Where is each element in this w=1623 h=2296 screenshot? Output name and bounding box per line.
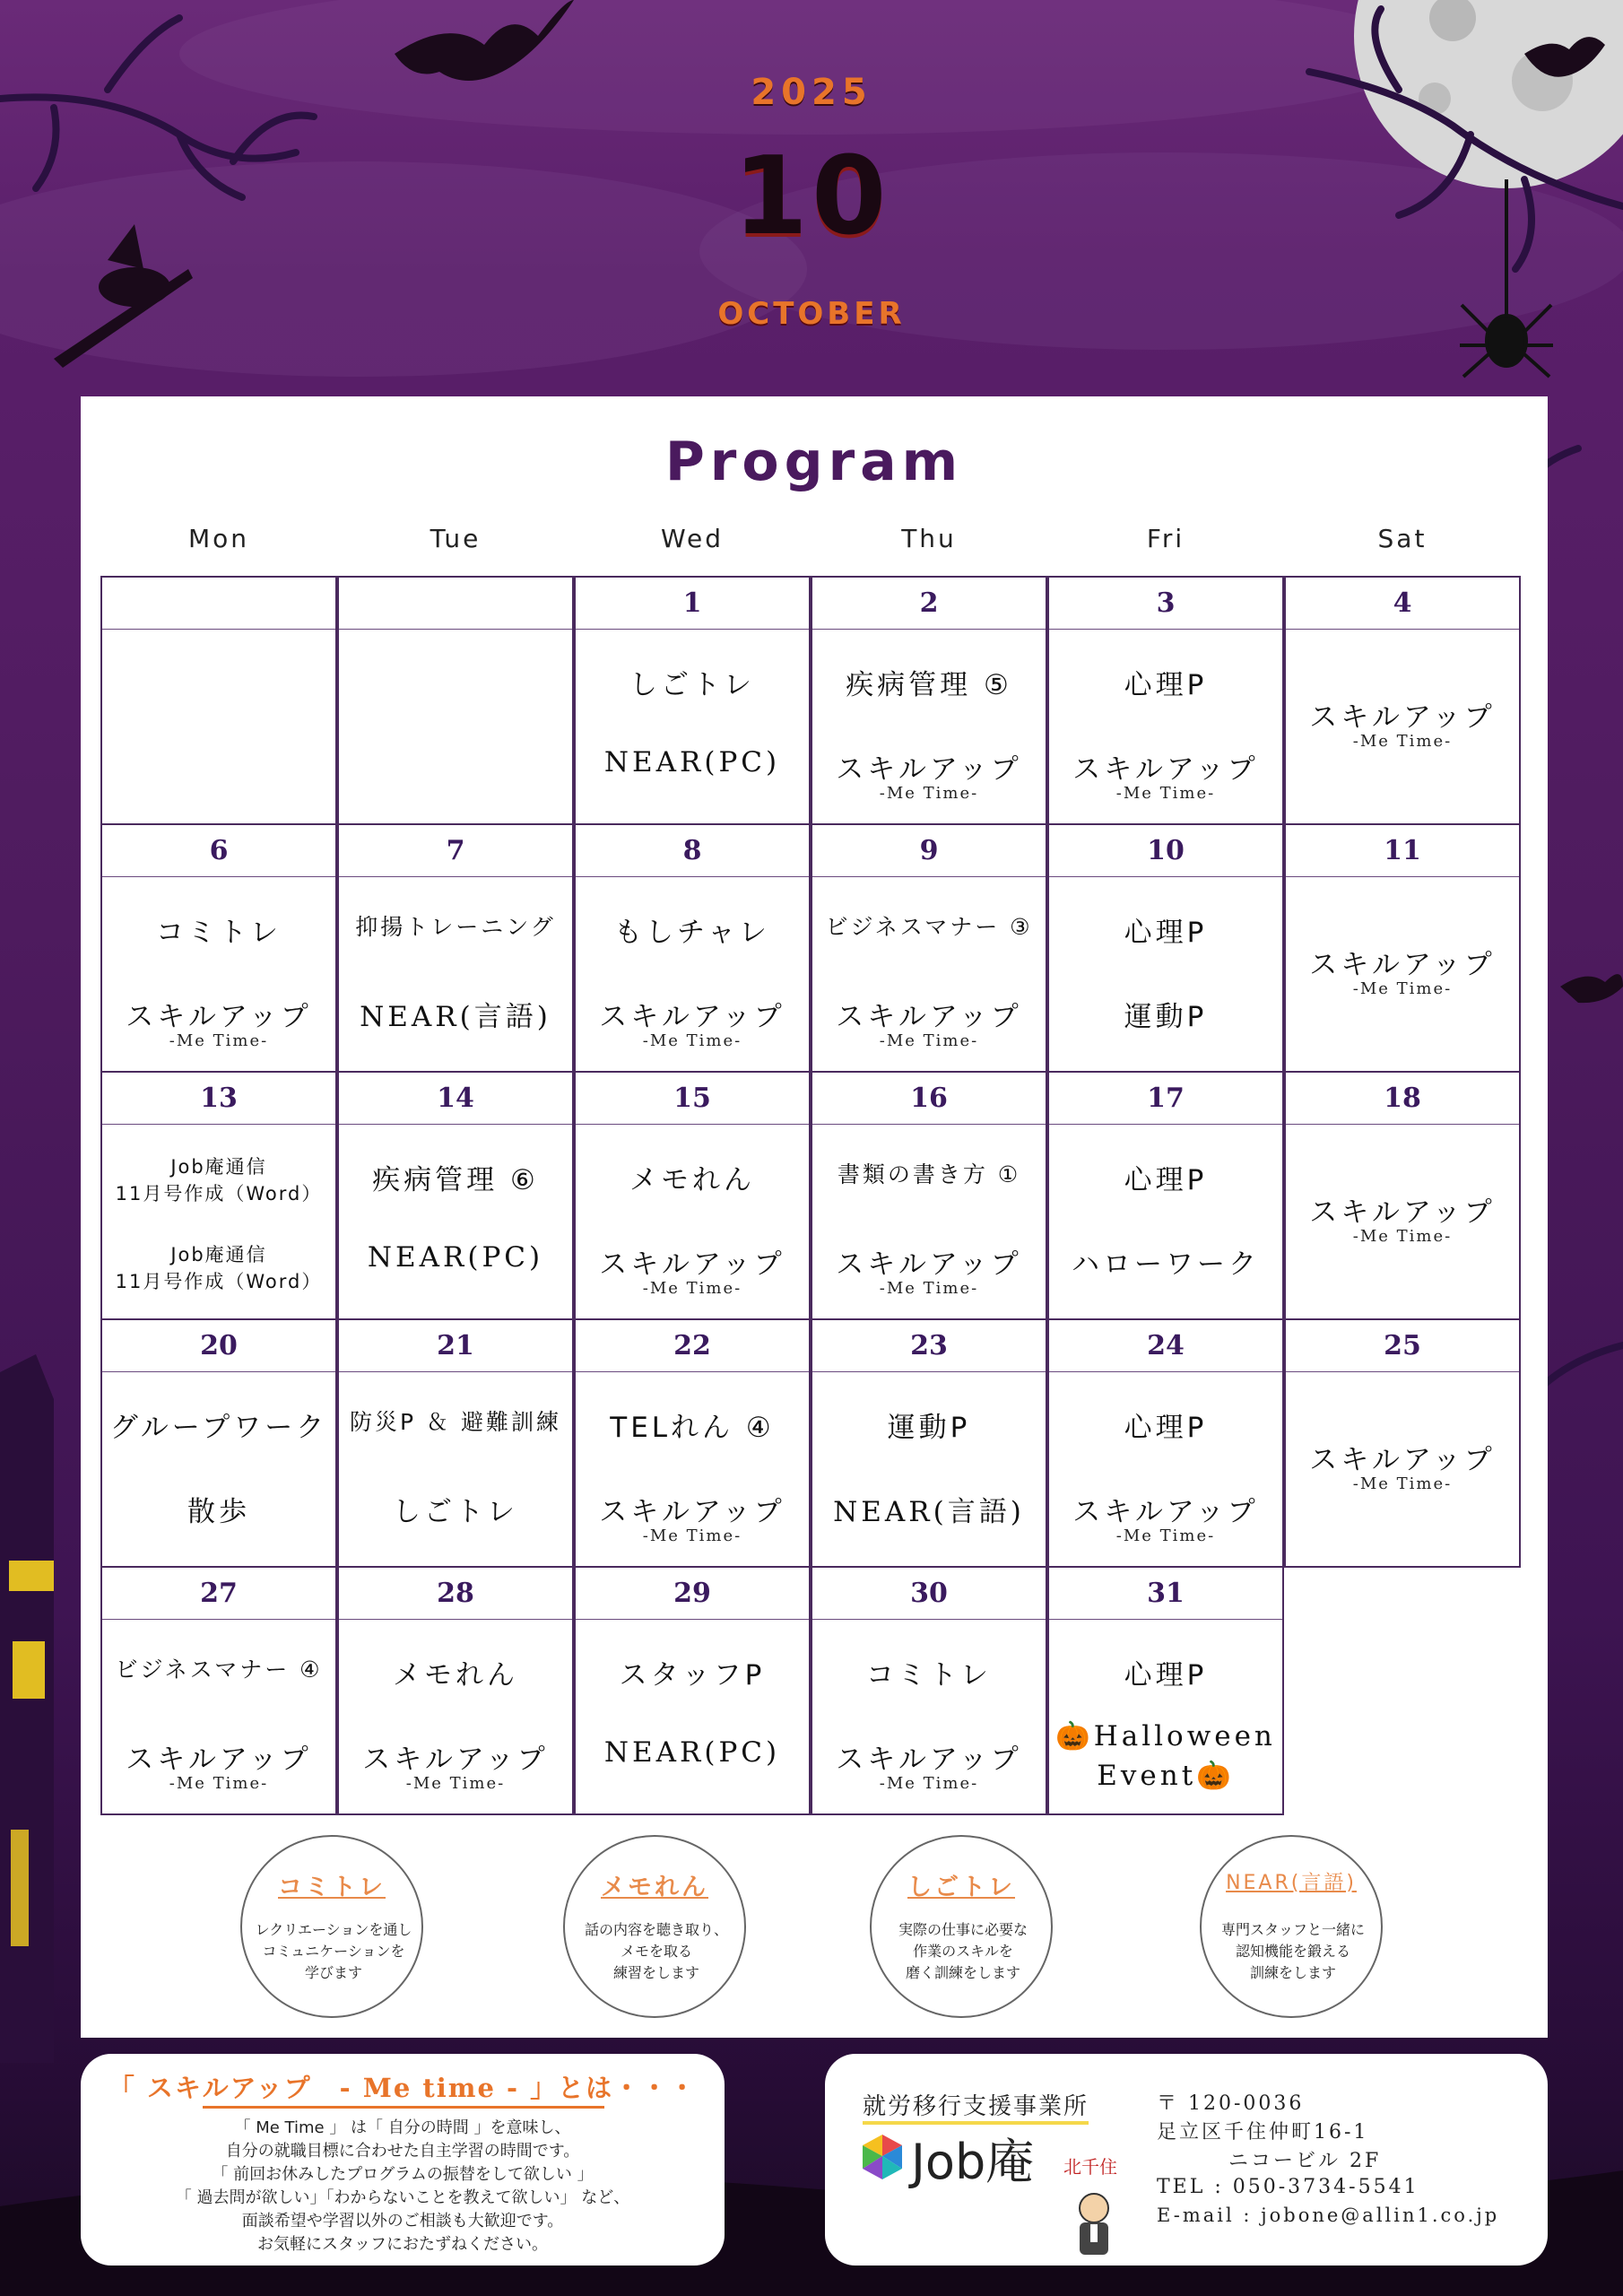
calendar-day-cell xyxy=(337,823,574,1073)
program-item: スキルアップ xyxy=(1309,1196,1496,1229)
program-item: もしチャレ xyxy=(613,917,771,949)
calendar-date: 31 xyxy=(1049,1568,1282,1620)
calendar-date: 13 xyxy=(102,1073,335,1125)
calendar-day-cell xyxy=(1047,1071,1284,1320)
legend-title: メモれん xyxy=(601,1874,708,1901)
calendar-day-cell xyxy=(100,576,337,825)
calendar-date: 25 xyxy=(1286,1320,1519,1372)
program-item: 心理P xyxy=(1124,669,1208,701)
program-item: スキルアップ xyxy=(1309,949,1496,981)
legend-title: しごトレ xyxy=(907,1874,1015,1901)
dow-mon: Mon xyxy=(187,524,250,553)
program-item: 運動P xyxy=(1124,1001,1208,1033)
dow-tue: Tue xyxy=(430,524,482,553)
skillup-info-box xyxy=(81,2054,725,2266)
window-glow xyxy=(13,1641,45,1699)
program-item: スキルアップ xyxy=(599,1248,785,1281)
program-item: スキルアップ xyxy=(1072,1496,1259,1528)
program-item: 心理P xyxy=(1124,1412,1208,1444)
calendar-day-cell xyxy=(574,823,811,1073)
program-item: グループワーク xyxy=(109,1412,328,1444)
calendar-day-cell xyxy=(1047,1318,1284,1568)
program-item: ビジネスマナー ④ xyxy=(115,1657,323,1683)
program-item: TELれん ④ xyxy=(610,1412,775,1444)
program-item: スキルアップ xyxy=(599,1496,785,1528)
program-item: 心理P xyxy=(1124,1659,1208,1692)
calendar-date: 3 xyxy=(1049,578,1282,630)
me-time-label: -Me Time- xyxy=(1352,1227,1453,1246)
calendar-date xyxy=(102,578,335,630)
program-item: 抑揚トレーニング xyxy=(355,914,556,940)
program-item: コミトレ xyxy=(866,1659,992,1692)
calendar-date: 20 xyxy=(102,1320,335,1372)
me-time-label: -Me Time- xyxy=(1115,1526,1216,1545)
calendar-day-cell xyxy=(811,823,1047,1073)
program-item: メモれん xyxy=(629,1164,755,1196)
calendar-date: 1 xyxy=(576,578,809,630)
program-item: しごトレ xyxy=(629,669,755,701)
program-item: 疾病管理 ⑤ xyxy=(846,669,1012,701)
me-time-label: -Me Time- xyxy=(879,1031,979,1050)
logo-branch: 北千住 xyxy=(1063,2156,1117,2178)
calendar-day-cell xyxy=(811,576,1047,825)
calendar-day-cell xyxy=(811,1318,1047,1568)
calendar-day-cell xyxy=(1047,823,1284,1073)
calendar-day-cell xyxy=(1284,823,1521,1073)
calendar-date: 23 xyxy=(812,1320,1046,1372)
window-glow xyxy=(11,1830,29,1946)
calendar-day-cell xyxy=(574,1318,811,1568)
castle-silhouette xyxy=(0,1354,54,2063)
calendar-day-cell xyxy=(1047,1566,1284,1815)
skillup-text: 「 Me Time 」 は「 自分の時間 」を意味し、 自分の就職目標に合わせた自主学習の時間です。 「 前回お休みしたプログラムの振替をして欲しい 」 「 過去問が欲しい」「わからないことを教えて欲しい」 など、 面談希望や学習以外のご相談も大歓迎です。 お気軽にスタッフにおたずねください。 xyxy=(175,2118,630,2254)
calendar-date: 22 xyxy=(576,1320,809,1372)
calendar-date: 28 xyxy=(339,1568,572,1620)
me-time-label: -Me Time- xyxy=(1352,732,1453,751)
program-item: スキルアップ xyxy=(1309,1444,1496,1476)
office-tel: TEL : 050-3734-5541 xyxy=(1157,2176,1419,2198)
dow-fri: Fri xyxy=(1146,524,1185,553)
mascot-icon xyxy=(1065,2188,1123,2260)
program-item: スキルアップ xyxy=(126,1001,312,1033)
skillup-title: 「 スキルアップ - Me time - 」とは・・・ xyxy=(108,2073,698,2103)
office-address1: 足立区千住仲町16-1 xyxy=(1157,2121,1369,2144)
calendar-date: 18 xyxy=(1286,1073,1519,1125)
legend-title: コミトレ xyxy=(278,1874,386,1901)
calendar-day-cell xyxy=(574,576,811,825)
program-item: スキルアップ xyxy=(836,1744,1022,1776)
program-item: 書類の書き方 ① xyxy=(837,1161,1021,1187)
calendar-day-cell xyxy=(1284,1071,1521,1320)
calendar-date: 6 xyxy=(102,825,335,877)
legend-item xyxy=(240,1835,423,2018)
calendar-day-cell xyxy=(100,1318,337,1568)
legend-text: 実際の仕事に必要な 作業のスキルを 磨く訓練をします xyxy=(898,1921,1028,1981)
me-time-label: -Me Time- xyxy=(879,1279,979,1298)
program-item: 🎃Halloween Event🎃 xyxy=(1055,1720,1276,1792)
calendar-date: 30 xyxy=(812,1568,1046,1620)
calendar-date: 7 xyxy=(339,825,572,877)
day-of-week-row xyxy=(100,524,1523,560)
me-time-label: -Me Time- xyxy=(1352,979,1453,998)
calendar-day-cell xyxy=(811,1566,1047,1815)
calendar-day-cell xyxy=(1284,1318,1521,1568)
program-item: スキルアップ xyxy=(836,1248,1022,1281)
me-time-label: -Me Time- xyxy=(642,1279,742,1298)
dow-wed: Wed xyxy=(660,524,725,553)
skillup-underline xyxy=(203,2106,604,2109)
program-title: Program xyxy=(664,430,964,493)
dow-thu: Thu xyxy=(901,524,957,553)
calendar-day-cell xyxy=(337,1071,574,1320)
program-item: スタッフP xyxy=(619,1659,766,1692)
office-info-box xyxy=(825,2054,1548,2266)
program-item: 散歩 xyxy=(187,1496,250,1528)
office-address2: ニコービル 2F xyxy=(1228,2150,1382,2172)
program-item: NEAR(言語) xyxy=(833,1496,1025,1528)
me-time-label: -Me Time- xyxy=(642,1526,742,1545)
office-label: 就労移行支援事業所 xyxy=(863,2088,1089,2125)
calendar-date: 21 xyxy=(339,1320,572,1372)
logo-text: Job庵 xyxy=(911,2134,1035,2190)
legend-item xyxy=(1200,1835,1383,2018)
program-item: NEAR(言語) xyxy=(360,1001,551,1033)
program-item: 疾病管理 ⑥ xyxy=(372,1164,539,1196)
legend-title: NEAR(言語) xyxy=(1226,1872,1357,1894)
program-item: スキルアップ xyxy=(362,1744,549,1776)
calendar-day-cell xyxy=(1047,576,1284,825)
calendar-day-cell xyxy=(574,1566,811,1815)
me-time-label: -Me Time- xyxy=(642,1031,742,1050)
calendar-date: 9 xyxy=(812,825,1046,877)
program-item: 防災P ＆ 避難訓練 xyxy=(350,1409,561,1435)
program-item: NEAR(PC) xyxy=(603,746,781,778)
calendar-date: 10 xyxy=(1049,825,1282,877)
calendar-day-cell xyxy=(337,1566,574,1815)
program-item: スキルアップ xyxy=(1309,701,1496,734)
office-postal: 〒 120-0036 xyxy=(1157,2092,1305,2115)
calendar-date: 24 xyxy=(1049,1320,1282,1372)
program-item: Job庵通信 11月号作成（Word） xyxy=(115,1156,323,1205)
calendar-date: 17 xyxy=(1049,1073,1282,1125)
calendar-date: 14 xyxy=(339,1073,572,1125)
program-panel xyxy=(81,396,1548,2038)
header-year: 2025 xyxy=(751,72,872,113)
calendar-day-cell xyxy=(100,823,337,1073)
program-item: しごトレ xyxy=(393,1496,518,1528)
header-month: 10 xyxy=(733,135,890,259)
program-item: スキルアップ xyxy=(836,753,1022,786)
program-item: スキルアップ xyxy=(836,1001,1022,1033)
dow-sat: Sat xyxy=(1377,524,1428,553)
program-item: 運動P xyxy=(887,1412,971,1444)
legend-item xyxy=(870,1835,1053,2018)
me-time-label: -Me Time- xyxy=(1115,784,1216,803)
program-item: スキルアップ xyxy=(126,1744,312,1776)
legend-text: 専門スタッフと一緒に 認知機能を鍛える 訓練をします xyxy=(1220,1921,1365,1981)
calendar-day-cell xyxy=(574,1071,811,1320)
calendar-day-cell xyxy=(100,1071,337,1320)
program-item: ハローワーク xyxy=(1072,1248,1260,1281)
header-month-name: OCTOBER xyxy=(717,296,906,332)
window-glow xyxy=(9,1561,54,1591)
calendar-date: 27 xyxy=(102,1568,335,1620)
calendar-date: 15 xyxy=(576,1073,809,1125)
program-item: ビジネスマナー ③ xyxy=(825,914,1033,940)
program-item: 心理P xyxy=(1124,1164,1208,1196)
calendar-date: 8 xyxy=(576,825,809,877)
legend-item xyxy=(563,1835,746,2018)
me-time-label: -Me Time- xyxy=(169,1031,269,1050)
me-time-label: -Me Time- xyxy=(879,784,979,803)
legend-text: レクリエーションを通し コミュニケーションを 学びます xyxy=(255,1921,412,1981)
me-time-label: -Me Time- xyxy=(879,1774,979,1793)
calendar-day-cell xyxy=(811,1071,1047,1320)
calendar-date: 11 xyxy=(1286,825,1519,877)
program-item: NEAR(PC) xyxy=(603,1736,781,1769)
program-item: スキルアップ xyxy=(599,1001,785,1033)
calendar-day-cell xyxy=(1284,576,1521,825)
calendar-date: 29 xyxy=(576,1568,809,1620)
calendar-date: 4 xyxy=(1286,578,1519,630)
legend-text: 話の内容を聴き取り、 メモを取る 練習をします xyxy=(584,1921,728,1981)
job-an-logo-icon xyxy=(863,2135,902,2179)
calendar-day-cell xyxy=(337,1318,574,1568)
program-item: NEAR(PC) xyxy=(367,1241,544,1274)
calendar-date: 2 xyxy=(812,578,1046,630)
program-item: Job庵通信 11月号作成（Word） xyxy=(115,1244,323,1292)
program-item: スキルアップ xyxy=(1072,753,1259,786)
calendar-date: 16 xyxy=(812,1073,1046,1125)
me-time-label: -Me Time- xyxy=(1352,1474,1453,1493)
program-item: メモれん xyxy=(393,1659,518,1692)
program-item: 心理P xyxy=(1124,917,1208,949)
calendar-date xyxy=(339,578,572,630)
me-time-label: -Me Time- xyxy=(169,1774,269,1793)
me-time-label: -Me Time- xyxy=(405,1774,506,1793)
calendar-day-cell xyxy=(337,576,574,825)
calendar-day-cell xyxy=(100,1566,337,1815)
office-email: E-mail : jobone@allin1.co.jp xyxy=(1157,2205,1500,2226)
program-item: コミトレ xyxy=(156,917,282,949)
